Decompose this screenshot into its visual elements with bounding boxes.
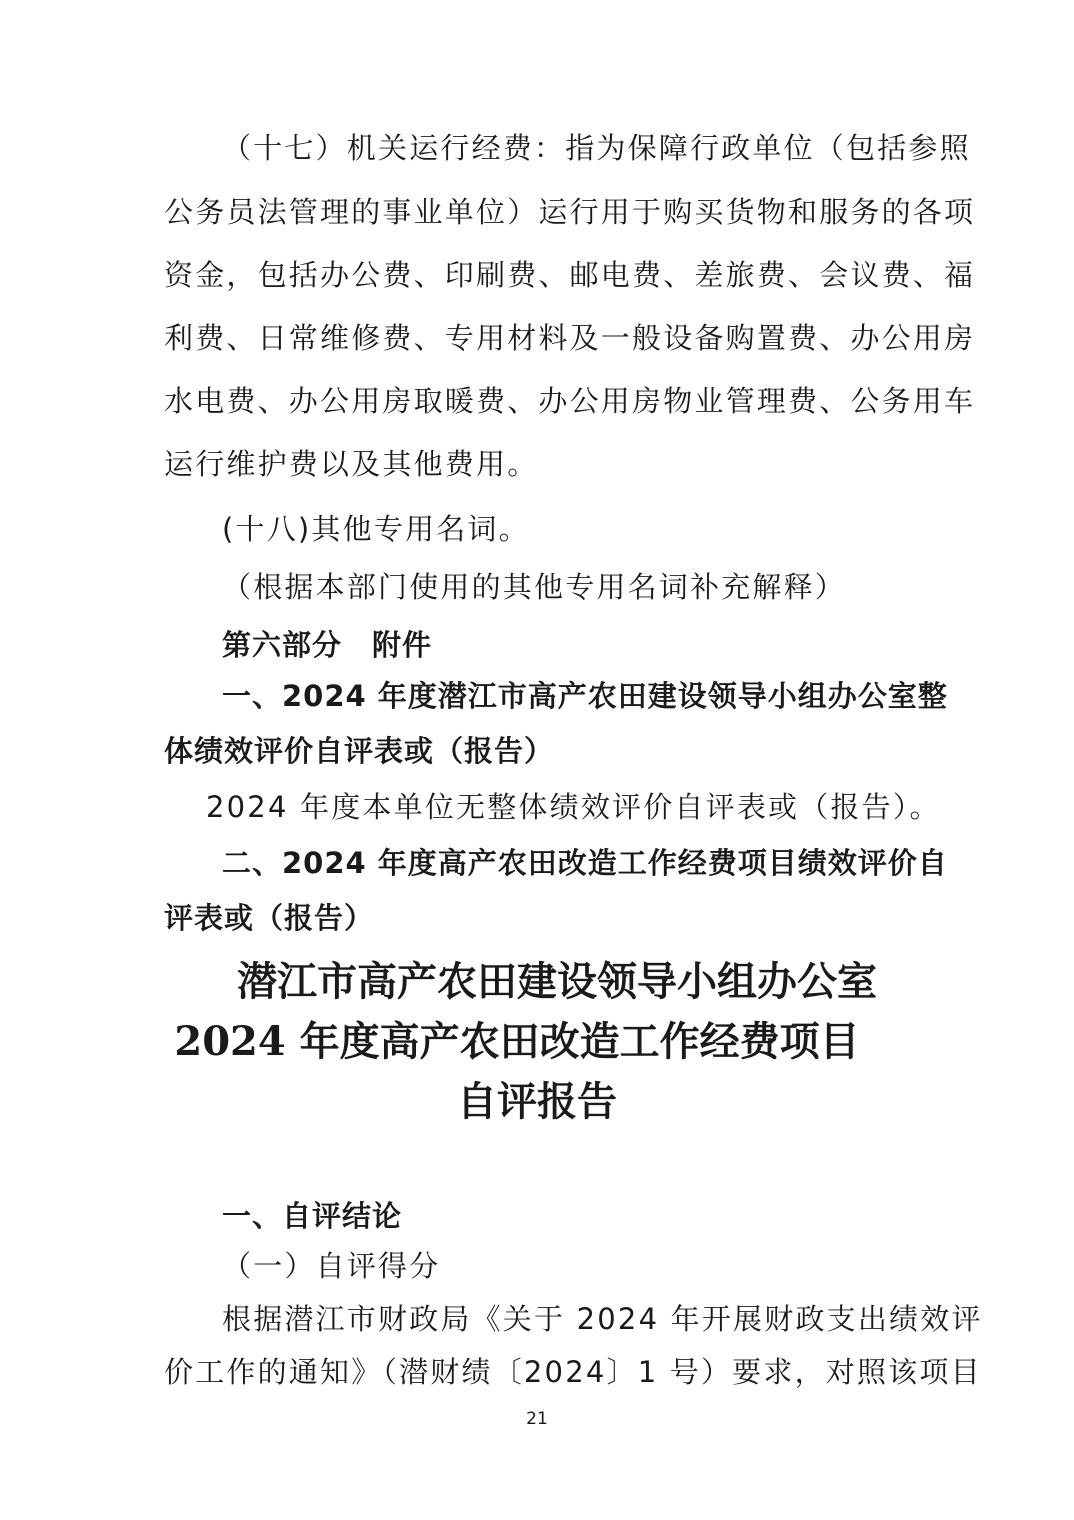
report-title-line-3: 自评报告: [457, 1078, 617, 1125]
paragraph-17-line-3: 资金，包括办公费、印刷费、邮电费、差旅费、会议费、福: [164, 258, 976, 292]
part6-item1-line-2: 体绩效评价自评表或（报告）: [164, 734, 555, 768]
paragraph-18-note: （根据本部门使用的其他专用名词补充解释）: [222, 570, 847, 604]
paragraph-17-line-6: 运行维护费以及其他费用。: [164, 447, 539, 481]
section1-heading: 一、自评结论: [222, 1199, 403, 1233]
paragraph-17-line-2: 公务员法管理的事业单位）运行用于购买货物和服务的各项: [164, 195, 976, 229]
section1-line-1: 根据潜江市财政局《关于 2024 年开展财政支出绩效评: [222, 1302, 983, 1336]
paragraph-18-heading: (十八)其他专用名词。: [222, 512, 530, 546]
paragraph-17-line-4: 利费、日常维修费、专用材料及一般设备购置费、办公用房: [164, 321, 976, 355]
report-title-line-2: 2024 年度高产农田改造工作经费项目: [174, 1018, 860, 1065]
paragraph-17-line-1: （十七）机关运行经费：指为保障行政单位（包括参照: [222, 131, 971, 165]
part6-item2-line-1: 二、2024 年度高产农田改造工作经费项目绩效评价自: [222, 846, 948, 880]
part6-heading: 第六部分 附件: [222, 628, 433, 662]
section1-line-2: 价工作的通知》（潜财绩〔2024〕1 号）要求，对照该项目: [164, 1355, 982, 1389]
report-title-line-1: 潜江市高产农田建设领导小组办公室: [237, 958, 877, 1005]
paragraph-17-line-5: 水电费、办公用房取暖费、办公用房物业管理费、公务用车: [164, 384, 976, 418]
part6-item2-line-2: 评表或（报告）: [164, 901, 375, 935]
part6-item1-line-1: 一、2024 年度潜江市高产农田建设领导小组办公室整: [222, 679, 948, 713]
part6-item1-note: 2024 年度本单位无整体绩效评价自评表或（报告）。: [206, 790, 941, 824]
page-number: 21: [526, 1409, 548, 1429]
section1-sub-heading: （一）自评得分: [222, 1249, 441, 1283]
